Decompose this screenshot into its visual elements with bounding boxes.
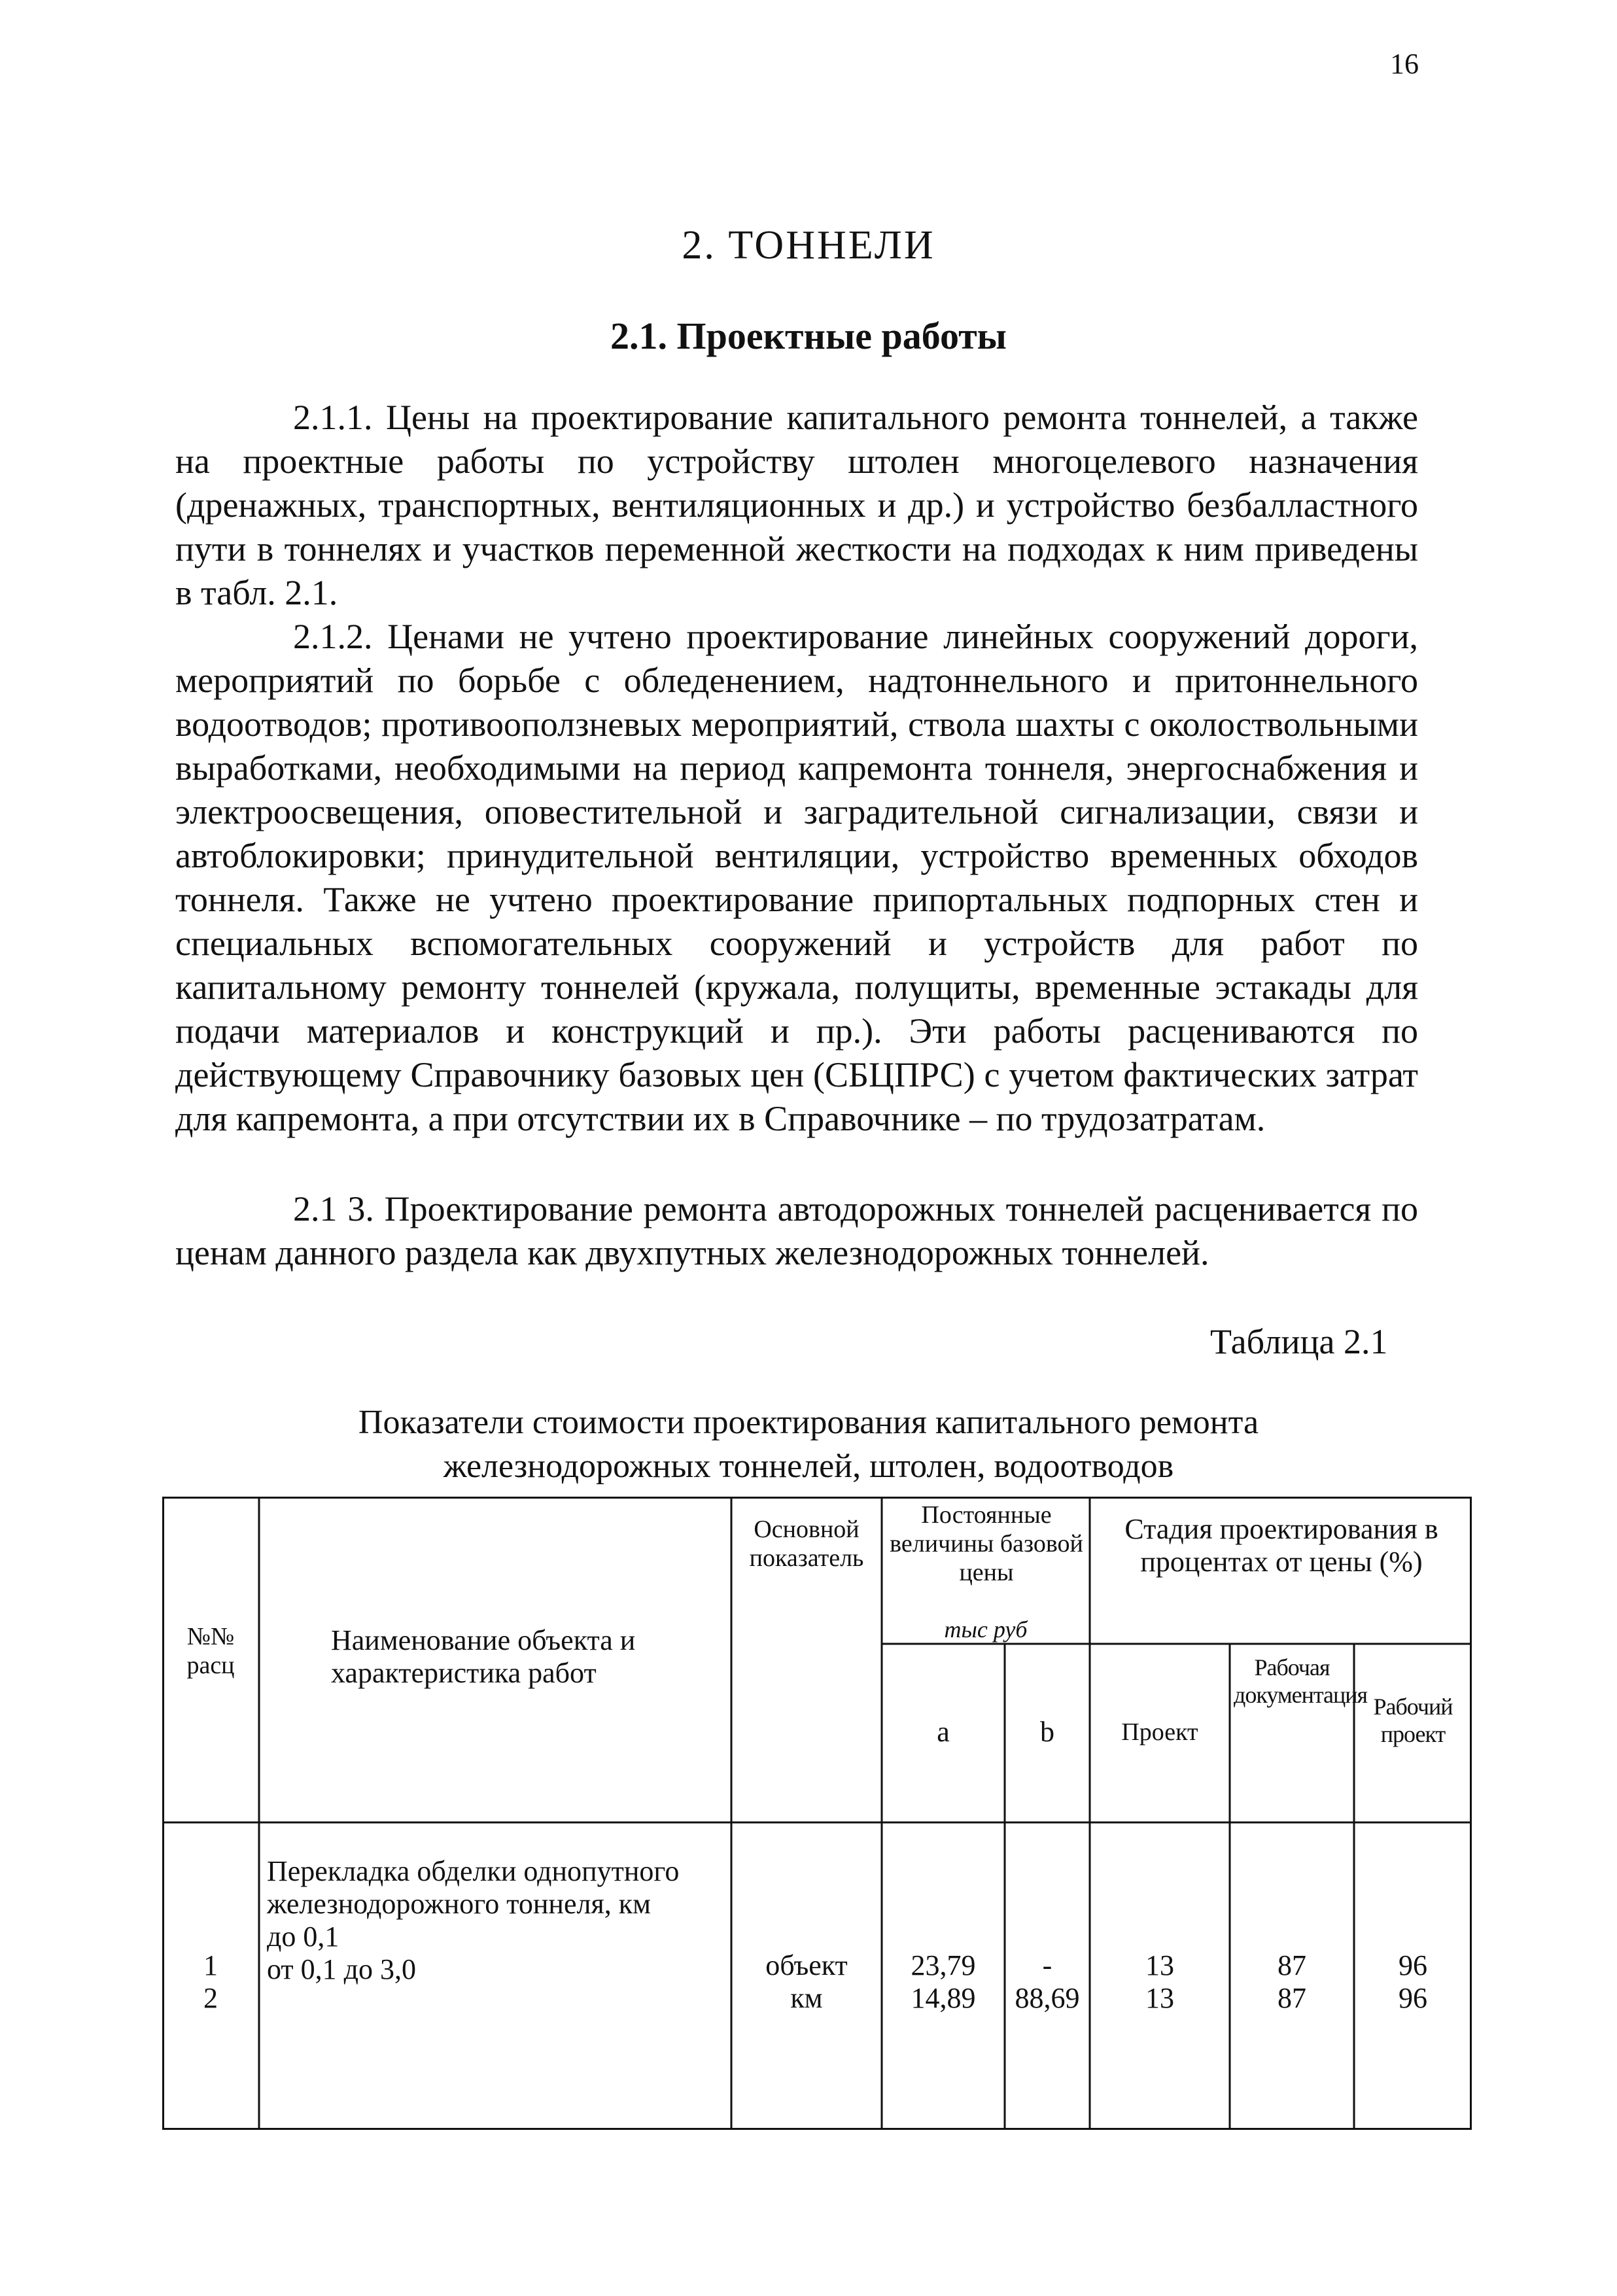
header-basic: Основной показатель bbox=[749, 1516, 864, 1572]
header-name: Наименование объекта и характеристика работ bbox=[331, 1624, 636, 1689]
header-workproject: Рабочий проект bbox=[1373, 1694, 1453, 1747]
row-workproject: 96 96 bbox=[1399, 1949, 1427, 2014]
header-project: Проект bbox=[1121, 1718, 1198, 1746]
section-title: 2. ТОННЕЛИ bbox=[682, 223, 935, 268]
row-basic: объект км bbox=[765, 1949, 848, 2014]
subsection-title: 2.1. Проектные работы bbox=[610, 315, 1007, 357]
header-b: b bbox=[1040, 1716, 1054, 1748]
paragraph-2-1-1: 2.1.1. Цены на проектирование капитального ремонта тоннелей, а также на проектные работы по устройству штолен многоцелевого назначения (дренажных, транспортных, вентиляционных и др.) и устройство безбалластного пути в тоннелях и участков переменной жесткости на подходах к ним приведены в табл. 2.1. bbox=[175, 398, 1418, 612]
table-grid bbox=[162, 1497, 1472, 2130]
row-b: - 88,69 bbox=[1015, 1949, 1080, 2014]
table-label: Таблица 2.1 bbox=[1210, 1322, 1388, 1361]
paragraph-2-1-3: 2.1 3. Проектирование ремонта автодорожных тоннелей расценивается по ценам данного раздела как двухпутных железнодорожных тоннелей. bbox=[175, 1189, 1418, 1272]
row-a: 23,79 14,89 bbox=[911, 1949, 976, 2014]
row-project: 13 13 bbox=[1145, 1949, 1174, 2014]
cost-table bbox=[162, 1497, 1472, 2130]
row-name: Перекладка обделки однопутного железнодорожного тоннеля, км до 0,1 от 0,1 до 3,0 bbox=[267, 1855, 680, 1985]
table-caption-line-1: Показатели стоимости проектирования капитального ремонта bbox=[358, 1404, 1259, 1441]
header-stage: Стадия проектирования в процентах от цены (%) bbox=[1124, 1513, 1438, 1578]
row-numbers: 1 2 bbox=[203, 1949, 218, 2014]
header-const: Постоянные величины базовой цены bbox=[890, 1501, 1083, 1586]
page-number: 16 bbox=[1390, 48, 1419, 80]
header-a: a bbox=[937, 1716, 950, 1748]
row-workdoc: 87 87 bbox=[1278, 1949, 1306, 2014]
header-workdoc: Рабочая документация bbox=[1234, 1654, 1368, 1708]
paragraph-2-1-2: 2.1.2. Ценами не учтено проектирование линейных сооружений дороги, мероприятий по борьбе с обледенением, надтоннельного и притоннельного водоотводов; противооползневых мероприятий, ствола шахты с околоствольными выработками, необходимыми на период капремонта тоннеля, энергоснабжения и электроосвещения, оповестительной и заградительной сигнализации, связи и автоблокировки; принудительной вентиляции, устройство временных обходов тоннеля. Также не учтено проектирование припортальных подпорных стен и специальных вспомогательных сооружений и устройств для работ по капитальному ремонту тоннелей (кружала, полущиты, временные эстакады для подачи материалов и конструкций и пр.). Эти работы расцениваются по действующему Справочнику базовых цен (СБЦПРС) с учетом фактических затрат для капремонта, а при отсутствии их в Справочнике – по трудозатратам. bbox=[175, 617, 1418, 1138]
header-const-unit: тыс руб bbox=[944, 1616, 1028, 1643]
header-num: №№ расц bbox=[186, 1623, 235, 1679]
table-caption-line-2: железнодорожных тоннелей, штолен, водоотводов bbox=[443, 1448, 1174, 1485]
